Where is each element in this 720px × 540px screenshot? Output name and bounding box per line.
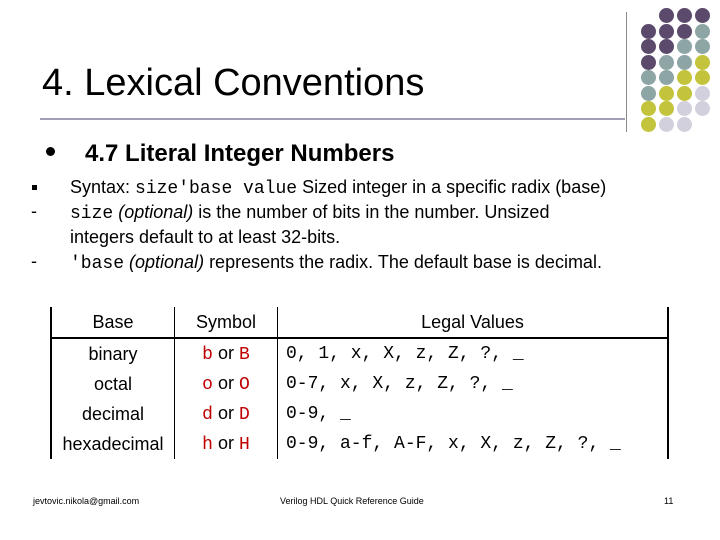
decorative-dot [695, 39, 710, 54]
decorative-dot [659, 39, 674, 54]
decorative-dot [659, 24, 674, 39]
header-legal-values: Legal Values [278, 307, 669, 338]
symbol-upper: D [239, 405, 250, 425]
decorative-dot [677, 8, 692, 23]
table-header-row [51, 307, 668, 338]
base-name: decimal [81, 403, 145, 424]
table-row [51, 429, 668, 459]
size-description: is the number of bits in the number. Unsized [193, 202, 550, 222]
dash-marker: - [31, 251, 37, 271]
footer-guide-title: Verilog HDL Quick Reference Guide [280, 496, 424, 506]
decorative-dot [695, 70, 710, 85]
size-code: size [70, 204, 114, 224]
base-name: binary [88, 343, 138, 364]
table-row [51, 369, 668, 399]
decorative-dot [659, 117, 674, 132]
footer-page-number: 11 [664, 496, 674, 506]
title-underline [40, 118, 625, 120]
base-description: represents the radix. The default base is decimal. [204, 252, 602, 272]
or-word: or [217, 343, 234, 363]
symbol-lower: d [202, 405, 213, 425]
decorative-dot [695, 55, 710, 70]
symbol-lower: o [202, 375, 213, 395]
decorative-dot [641, 101, 656, 116]
table-row [51, 399, 668, 429]
base-optional: (optional) [124, 252, 205, 272]
or-word: or [217, 403, 234, 423]
decorative-dot [677, 39, 692, 54]
size-optional: (optional) [113, 202, 194, 222]
syntax-label: Syntax: [70, 177, 136, 197]
decorative-dot [659, 86, 674, 101]
symbol-cell [175, 338, 278, 369]
decorative-dot [695, 86, 710, 101]
base-name: octal [93, 373, 133, 394]
size-line-continued: integers default to at least 32-bits. [70, 227, 341, 247]
decorative-dot [677, 55, 692, 70]
or-word: or [217, 433, 234, 453]
decorative-dot [659, 55, 674, 70]
syntax-code: size'base value [135, 179, 298, 199]
syntax-line [70, 177, 606, 199]
decorative-dot [641, 55, 656, 70]
symbol-lower: b [202, 345, 213, 365]
footer-email: jevtovic.nikola@gmail.com [33, 496, 140, 506]
size-line [70, 202, 549, 224]
decorative-dot [695, 24, 710, 39]
decorative-dot [641, 24, 656, 39]
syntax-description: Sized integer in a specific radix (base) [297, 177, 607, 197]
symbol-cell [175, 429, 278, 459]
decorative-dot [659, 8, 674, 23]
dash-marker: - [31, 201, 37, 221]
decorative-dot [677, 101, 692, 116]
legal-values-table [50, 307, 669, 459]
slide-title: 4. Lexical Conventions [42, 62, 425, 104]
decorative-dot [641, 70, 656, 85]
decorative-dot [641, 86, 656, 101]
base-code: 'base [70, 254, 125, 274]
legal-values: 0, 1, x, X, z, Z, ?, _ [286, 344, 524, 364]
symbol-lower: h [202, 435, 213, 455]
section-heading: 4.7 Literal Integer Numbers [85, 140, 395, 167]
decorative-dot [641, 39, 656, 54]
header-base: Base [51, 307, 175, 338]
header-symbol: Symbol [175, 307, 278, 338]
bullet-dot-icon [46, 147, 55, 156]
symbol-cell [175, 399, 278, 429]
decorative-dot [677, 70, 692, 85]
symbol-upper: O [239, 375, 250, 395]
base-line [70, 252, 602, 274]
base-name: hexadecimal [62, 433, 164, 454]
symbol-upper: B [239, 345, 250, 365]
decorative-dot [641, 117, 656, 132]
decorative-dot [695, 8, 710, 23]
decorative-dot [677, 117, 692, 132]
symbol-cell [175, 369, 278, 399]
legal-values: 0-9, a-f, A-F, x, X, z, Z, ?, _ [286, 434, 621, 454]
bullet-square-icon [32, 185, 37, 190]
decorative-dot [677, 86, 692, 101]
legal-values: 0-9, _ [286, 404, 351, 424]
table-row [51, 338, 668, 369]
or-word: or [217, 373, 234, 393]
decorative-vertical-rule [626, 12, 627, 132]
decorative-dot [659, 70, 674, 85]
symbol-upper: H [239, 435, 250, 455]
decorative-dot [659, 101, 674, 116]
legal-values: 0-7, x, X, z, Z, ?, _ [286, 374, 513, 394]
decorative-dot [695, 101, 710, 116]
decorative-dot [677, 24, 692, 39]
